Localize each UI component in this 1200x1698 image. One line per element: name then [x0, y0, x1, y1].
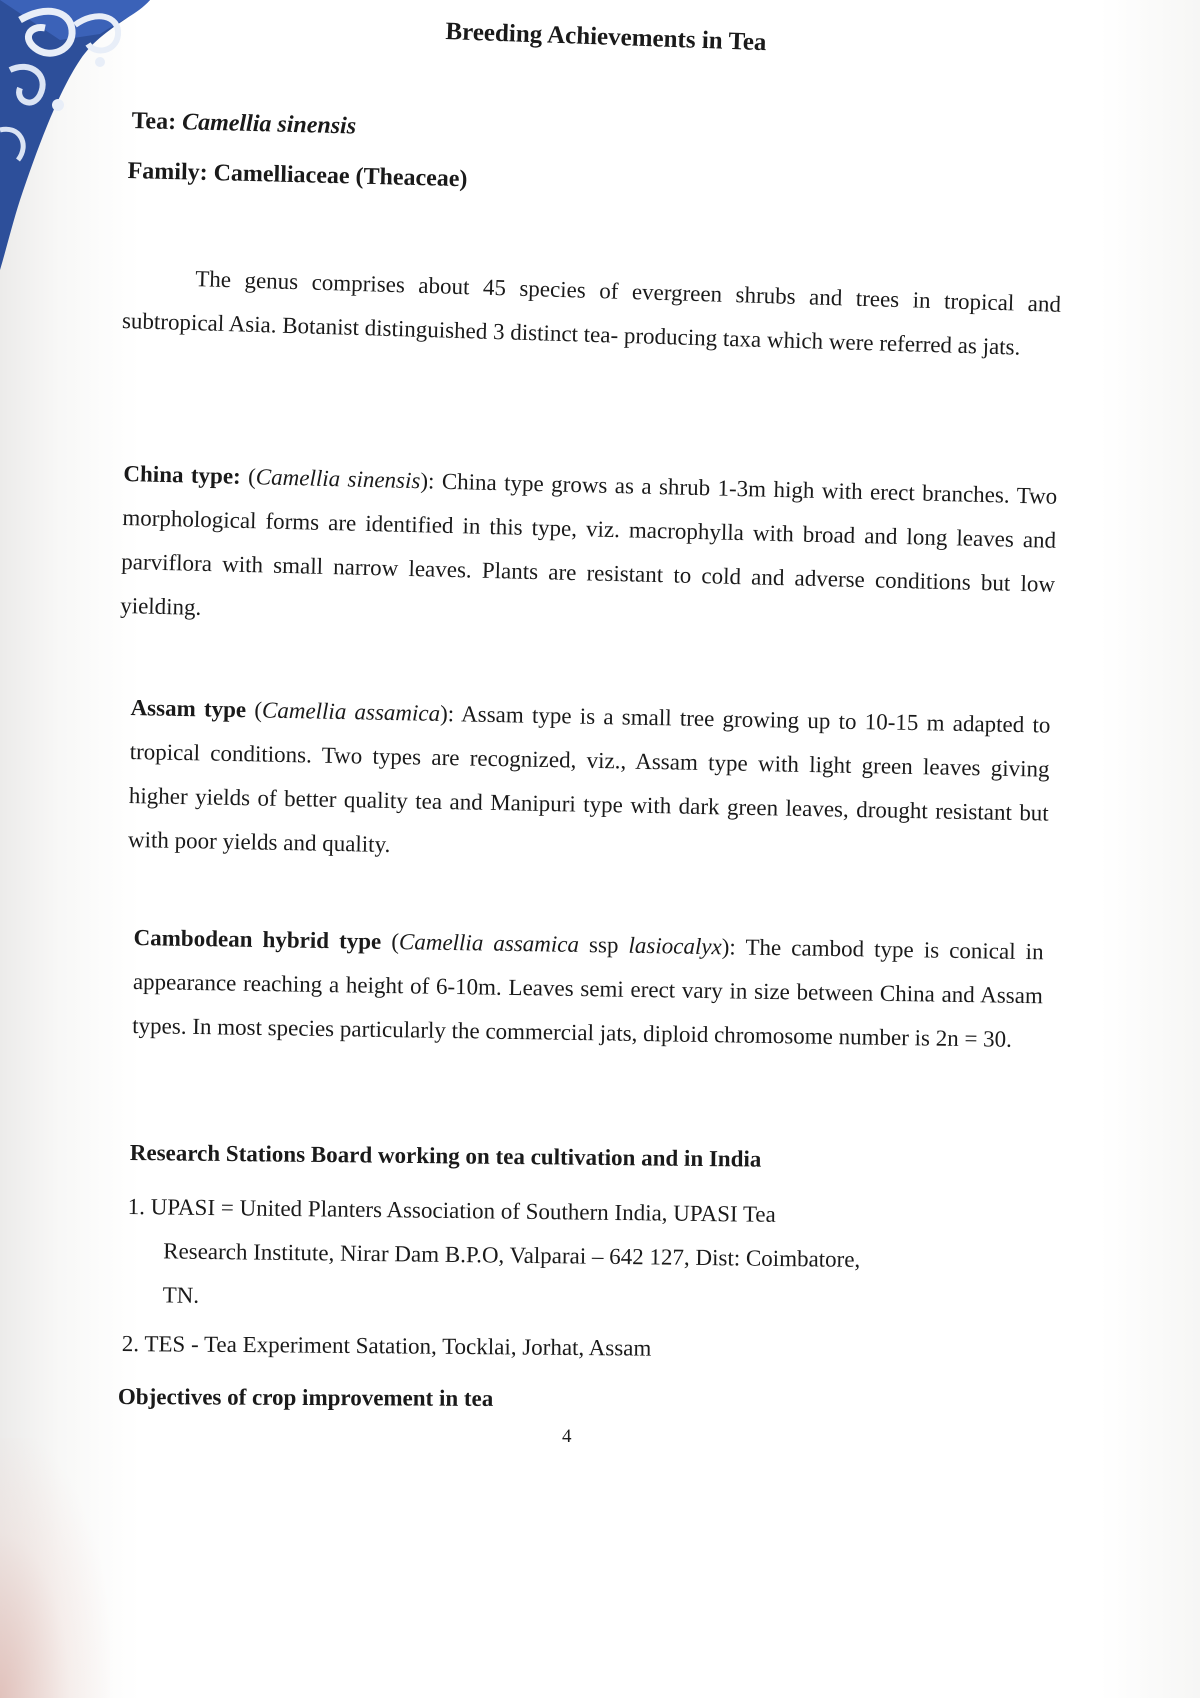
assam-type-heading: Assam type — [130, 694, 247, 723]
upasi-line-2: Research Institute, Nirar Dam B.P.O, Valparai – 642 127, Dist: Coimbatore, — [163, 1238, 861, 1272]
paren-close: ): — [439, 700, 455, 727]
paren-close: ): — [420, 468, 435, 494]
cambodean-type-paragraph — [132, 916, 1044, 1062]
list-item — [122, 1322, 1022, 1374]
list-item — [126, 1185, 1028, 1328]
tes-line: 2. TES - Tea Experiment Satation, Tocklai, Jorhat, Assam — [121, 1330, 652, 1361]
research-stations-heading: Research Stations Board working on tea cultivation and in India — [129, 1140, 762, 1172]
china-type-species: Camellia sinensis — [255, 464, 421, 494]
paren-open: ( — [240, 463, 257, 490]
china-type-heading: China type: — [123, 460, 242, 489]
objectives-heading: Objectives of crop improvement in tea — [117, 1384, 494, 1411]
cambodean-type-subspecies: lasiocalyx — [628, 932, 722, 960]
page-number: 4 — [562, 1426, 572, 1447]
china-type-text: China type grows as a shrub 1-3m high with erect branches. Two morphological forms are identified in this type, viz. macrophylla with broad and long leaves and parviflora with small narrow leaves. Plants are resistant to cold and adverse conditions but low yielding. — [119, 468, 1058, 620]
family-label: Family: — [127, 158, 208, 186]
family-line — [127, 158, 467, 193]
cambodean-type-heading: Cambodean hybrid type — [133, 924, 382, 954]
paren-close: ): — [721, 934, 737, 960]
paren-open: ( — [381, 928, 400, 955]
page-header-title: Breeding Achievements in Tea — [445, 18, 767, 57]
upasi-line-1: 1. UPASI = United Planters Association of Southern India, UPASI Tea — [127, 1193, 776, 1227]
assam-type-paragraph — [128, 686, 1051, 880]
intro-text: The genus comprises about 45 species of evergreen shrubs and trees in tropical and subtropical Asia. Botanist distinguished 3 distinct tea- producing taxa which were referred as jats. — [121, 266, 1062, 360]
tea-label: Tea: — [131, 108, 177, 136]
paren-open: ( — [245, 697, 263, 723]
intro-paragraph — [121, 255, 1061, 371]
tea-species-line — [131, 108, 356, 140]
ssp-text: ssp — [578, 931, 629, 958]
assam-type-species: Camellia assamica — [261, 697, 441, 726]
china-type-paragraph — [120, 452, 1058, 651]
assam-type-text: Assam type is a small tree growing up to 10-15 m adapted to tropical conditions. Two types are recognized, viz., Assam type with light green leaves giving higher yields of better quality tea and Manipuri type with dark green leaves, drought resistant but with poor yields and quality. — [127, 701, 1051, 858]
cambodean-type-species: Camellia assamica — [398, 929, 580, 957]
family-name: Camelliaceae (Theaceae) — [213, 160, 468, 193]
tea-species-name: Camellia sinensis — [181, 109, 357, 140]
cambodean-type-text: The cambod type is conical in appearance reaching a height of 6-10m. Leaves semi erect vary in size between China and Assam types. In most species particularly the commercial jats, diploid chromosome number is 2n = 30. — [132, 934, 1044, 1052]
page-edge-shadow — [0, 1438, 110, 1698]
upasi-line-3: TN. — [162, 1282, 200, 1308]
